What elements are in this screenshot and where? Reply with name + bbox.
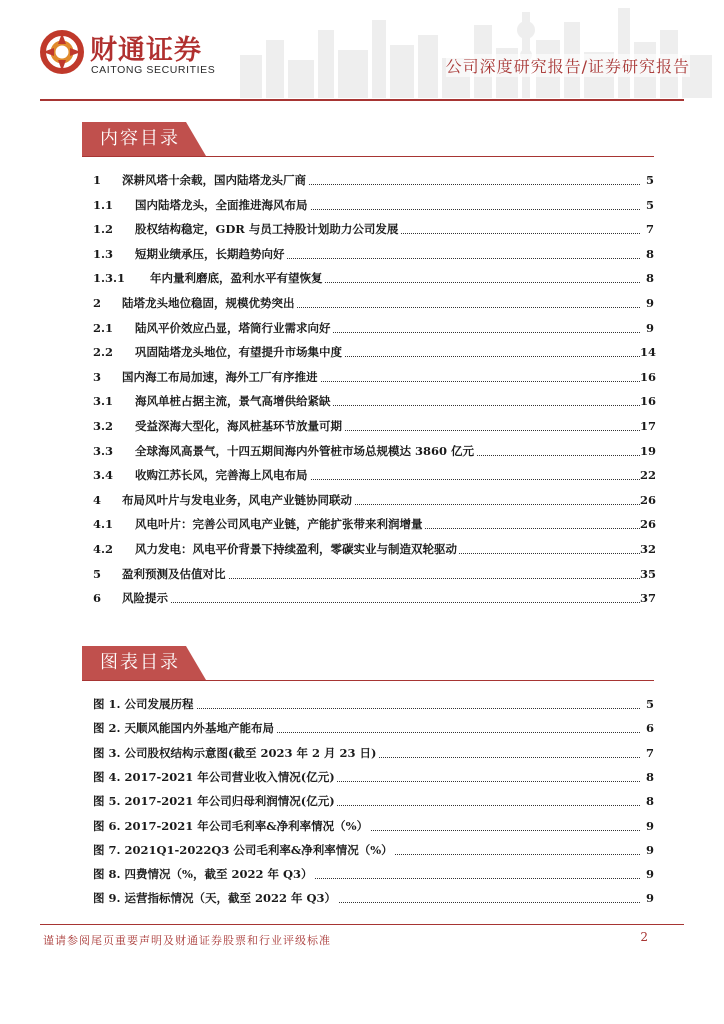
figures-title-rule [82, 680, 654, 681]
toc-entry-page: 9 [645, 320, 654, 335]
toc-entry-page: 17 [640, 419, 657, 433]
toc-entry-number: 4.1 [93, 517, 114, 532]
toc-entry-number: 3.2 [93, 419, 114, 433]
figure-entry[interactable] [93, 720, 654, 736]
toc-entry[interactable] [93, 590, 657, 606]
figure-entry[interactable] [93, 818, 654, 834]
toc-entry-title: 国内陆塔龙头，全面推进海风布局 [135, 197, 308, 212]
figure-entry-page: 9 [645, 891, 654, 906]
city-skyline-watermark [230, 0, 724, 98]
toc-entry-number: 3.1 [93, 394, 114, 409]
toc-entry-page: 37 [640, 591, 657, 606]
toc-entry-title: 盈利预测及估值对比 [122, 566, 226, 581]
toc-entry[interactable] [93, 492, 657, 508]
page-header [0, 0, 724, 100]
toc-entry-page: 8 [645, 271, 654, 286]
toc-entry-number: 5 [93, 566, 102, 581]
figure-entry-title: 图 6. 2017-2021 年公司毛利率&净利率情况（%） [93, 818, 369, 833]
toc-entry-page: 22 [640, 468, 657, 483]
toc-entry-title: 短期业绩承压，长期趋势向好 [135, 246, 285, 261]
toc-entry-title: 深耕风塔十余载，国内陆塔龙头厂商 [122, 173, 306, 187]
figure-entry-page: 9 [645, 818, 654, 833]
toc-entry-page: 7 [645, 222, 654, 237]
toc-section-tag [82, 122, 206, 156]
figure-entry-title: 图 7. 2021Q1-2022Q3 公司毛利率&净利率情况（%） [93, 842, 393, 857]
figure-entry-page: 6 [645, 721, 654, 736]
toc-entry-number: 4.2 [93, 542, 114, 556]
toc-entry-page: 14 [640, 345, 657, 360]
toc-entry-number: 4 [93, 492, 102, 507]
toc-entry-number: 3.4 [93, 468, 114, 483]
toc-dot-leader [122, 602, 640, 603]
caitong-logo-icon [40, 30, 84, 74]
toc-entry-number: 2.1 [93, 320, 114, 335]
toc-entry-title: 布局风叶片与发电业务，风电产业链协同联动 [122, 492, 352, 507]
figure-entry-page: 8 [645, 794, 654, 809]
toc-entry-title: 股权结构稳定，GDR 与员工持股计划助力公司发展 [135, 222, 399, 237]
toc-entry[interactable] [93, 295, 654, 311]
toc-entry-title: 风力发电：风电平价背景下持续盈利，零碳实业与制造双轮驱动 [135, 542, 457, 556]
figure-entry[interactable] [93, 769, 654, 785]
toc-entry-page: 26 [640, 517, 657, 532]
footer-divider [40, 924, 684, 925]
figure-entry[interactable] [93, 866, 654, 882]
figure-entry[interactable] [93, 696, 654, 712]
toc-entry[interactable] [93, 270, 654, 286]
toc-entry-title: 受益深海大型化，海风桩基环节放量可期 [135, 419, 342, 433]
toc-entry-page: 16 [640, 369, 657, 384]
figure-entry-page: 5 [645, 697, 654, 711]
toc-entry-page: 5 [645, 197, 654, 212]
figure-entry-page: 9 [645, 842, 654, 857]
toc-entry-number: 2.2 [93, 345, 114, 360]
figure-entry-title: 图 5. 2017-2021 年公司归母利润情况(亿元) [93, 794, 335, 809]
figure-entry-title: 图 1. 公司发展历程 [93, 697, 194, 711]
disclaimer-note: 谨请参阅尾页重要声明及财通证券股票和行业评级标准 [43, 934, 331, 947]
toc-entry-page: 5 [645, 173, 654, 187]
toc-entry-page: 35 [640, 566, 657, 581]
toc-entry[interactable] [93, 172, 654, 188]
figures-section-tag [82, 646, 206, 680]
figure-entry-title: 图 4. 2017-2021 年公司营业收入情况(亿元) [93, 769, 335, 784]
header-divider [40, 99, 684, 101]
toc-entry-number: 1.3.1 [93, 271, 126, 286]
toc-entry-number: 1.1 [93, 197, 114, 212]
figure-entry-page: 9 [645, 867, 654, 882]
figures-title: 图表目录 [100, 652, 180, 673]
page-number: 2 [640, 930, 648, 944]
toc-entry-page: 19 [640, 443, 657, 458]
toc-entry-number: 2 [93, 296, 102, 310]
toc-entry-page: 16 [640, 394, 657, 409]
toc-entry-title: 陆塔龙头地位稳固，规模优势突出 [122, 296, 295, 310]
toc-entry-number: 1.2 [93, 222, 114, 237]
brand-name-cn: 财通证券 [90, 35, 202, 66]
toc-entry-title: 巩固陆塔龙头地位，有望提升市场集中度 [135, 345, 342, 360]
toc-entry-page: 8 [645, 246, 654, 261]
toc-entry-page: 9 [645, 296, 654, 310]
toc-entry-number: 3 [93, 369, 102, 384]
toc-entry[interactable] [93, 418, 657, 434]
toc-entry[interactable] [93, 443, 657, 459]
toc-entry-title: 收购江苏长风，完善海上风电布局 [135, 468, 308, 483]
toc-entry-title: 陆风平价效应凸显，塔筒行业需求向好 [135, 320, 331, 335]
toc-entry-number: 1 [93, 173, 102, 187]
toc-entry-page: 26 [640, 492, 657, 507]
toc-entry[interactable] [93, 320, 654, 336]
toc-entry-title: 海风单桩占据主流，景气高增供给紧缺 [135, 394, 331, 409]
figure-entry-page: 7 [645, 745, 654, 760]
brand-name-en: CAITONG SECURITIES [91, 64, 216, 76]
toc-entry[interactable] [93, 393, 657, 409]
toc-entry[interactable] [93, 246, 654, 262]
toc-entry-title: 国内海工布局加速，海外工厂有序推进 [122, 369, 318, 384]
figure-entry[interactable] [93, 842, 654, 858]
figure-entry[interactable] [93, 793, 654, 809]
toc-entry[interactable] [93, 566, 657, 582]
figure-entry-title: 图 2. 天顺风能国内外基地产能布局 [93, 721, 275, 736]
toc-entry-page: 32 [640, 542, 657, 556]
toc-entry-number: 3.3 [93, 443, 114, 458]
toc-entry-title: 风险提示 [122, 591, 168, 606]
toc-entry-number: 1.3 [93, 246, 114, 261]
figure-entry-title: 图 3. 公司股权结构示意图(截至 2023 年 2 月 23 日) [93, 745, 377, 760]
toc-entry[interactable] [93, 467, 657, 483]
figure-entry-page: 8 [645, 769, 654, 784]
figure-entry-title: 图 8. 四费情况（%，截至 2022 年 Q3） [93, 867, 313, 882]
figure-entry[interactable] [93, 745, 654, 761]
toc-entry[interactable] [93, 369, 657, 385]
toc-entry-title: 全球海风高景气，十四五期间海内外管桩市场总规模达 3860 亿元 [135, 443, 475, 458]
toc-entry[interactable] [93, 516, 657, 532]
toc-entry[interactable] [93, 221, 654, 237]
toc-entry[interactable] [93, 541, 657, 557]
toc-entry-title: 年内量利磨底，盈利水平有望恢复 [150, 271, 323, 286]
toc-entry[interactable] [93, 344, 657, 360]
report-type: 公司深度研究报告/证券研究报告 [446, 54, 690, 77]
toc-title: 内容目录 [100, 128, 180, 149]
figure-entry[interactable] [93, 890, 654, 906]
toc-entry-title: 风电叶片：完善公司风电产业链，产能扩张带来利润增量 [135, 517, 423, 532]
toc-title-rule [82, 156, 654, 157]
figure-entry-title: 图 9. 运营指标情况（天，截至 2022 年 Q3） [93, 891, 337, 906]
toc-entry-number: 6 [93, 591, 102, 606]
toc-entry[interactable] [93, 197, 654, 213]
